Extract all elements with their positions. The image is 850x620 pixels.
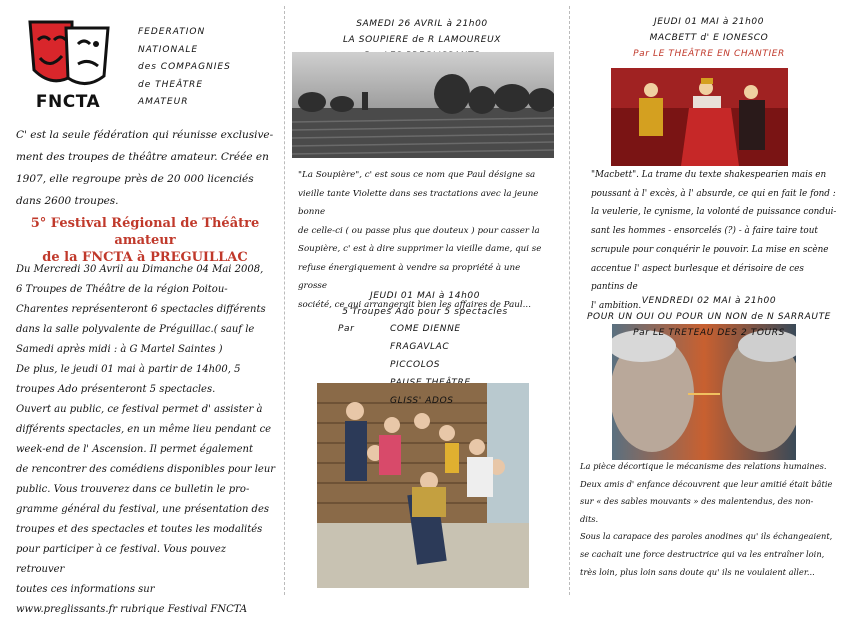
ado-troupes-photo bbox=[317, 383, 529, 588]
list-item: FRAGAVLAC bbox=[390, 342, 450, 352]
event-date: JEUDI 01 MAI à 21h00 bbox=[653, 17, 765, 27]
intro-line: 1907, elle regroupe près de 20 000 licenciés bbox=[16, 173, 254, 185]
jeudi-soir-header bbox=[584, 14, 834, 62]
synopsis-line: sant les hommes - ensorcelés (?) - à faire taire tout bbox=[591, 226, 818, 237]
federation-name bbox=[138, 24, 278, 112]
event-date: JEUDI 01 MAI à 14h00 bbox=[369, 291, 481, 301]
federation-line: de THEÂTRE bbox=[138, 79, 204, 90]
synopsis-line: "La Soupière", c' est sous ce nom que Paul désigne sa bbox=[298, 170, 536, 180]
description-line: Charentes représenteront 6 spectacles différents bbox=[16, 304, 266, 315]
synopsis-line: accentue l' aspect burlesque et dérisoire de ces pantins de bbox=[591, 263, 804, 293]
festival-description bbox=[16, 260, 276, 620]
federation-line: AMATEUR bbox=[138, 97, 189, 107]
description-line: week-end de l' Ascension. Il permet également bbox=[16, 444, 253, 455]
description-line: troupes et des spectacles et toutes les modalités bbox=[16, 524, 263, 535]
synopsis-line: "Macbett". La trame du texte shakespearien mais en bbox=[591, 170, 827, 180]
festival-title-line: de la FNCTA à PREGUILLAC bbox=[42, 250, 248, 265]
event-play: LA SOUPIERE de R LAMOUREUX bbox=[342, 35, 502, 45]
website-line: www.preglissants.fr rubrique Festival FNCTA bbox=[16, 604, 248, 615]
synopsis-line: société, ce qui arrangerait bien les affaires de Paul... bbox=[298, 299, 531, 310]
event-play: MACBETT d' E IONESCO bbox=[649, 33, 769, 43]
vendredi-synopsis bbox=[580, 458, 842, 581]
synopsis-line: se cachait une force destructrice qui va les entraîner loin, bbox=[580, 548, 825, 559]
synopsis-line: Sous la carapace des paroles anodines qu' ils échangeaient, bbox=[580, 531, 833, 542]
pour-un-oui-photo bbox=[612, 324, 796, 460]
list-item: COME DIENNE bbox=[390, 324, 461, 334]
event-date: VENDREDI 02 MAI à 21h00 bbox=[641, 296, 777, 306]
event-date: SAMEDI 26 AVRIL à 21h00 bbox=[356, 19, 488, 29]
jeudi-apres-midi-header bbox=[300, 288, 550, 320]
event-subtitle: 5 Troupes Ado pour 5 spectacles bbox=[342, 307, 508, 317]
description-line: de rencontrer des comédiens disponibles pour leur bbox=[16, 464, 276, 475]
synopsis-line: vieille tante Violette dans ses tractations avec la jeune bonne bbox=[298, 188, 539, 217]
federation-line: des COMPAGNIES bbox=[138, 62, 231, 72]
description-line: toutes ces informations sur bbox=[16, 584, 155, 595]
intro-line: dans 2600 troupes. bbox=[16, 195, 119, 207]
intro-line: C' est la seule fédération qui réunisse exclusive- bbox=[16, 129, 274, 141]
event-play: POUR UN OUI OU POUR UN NON de N SARRAUTE bbox=[587, 312, 831, 322]
festival-title bbox=[14, 215, 276, 266]
synopsis-line: sur « des sables mouvants » des malentendus, des non- bbox=[580, 496, 814, 507]
macbett-photo bbox=[611, 68, 788, 166]
list-item: GLISS' ADOS bbox=[390, 396, 454, 406]
description-line: pour participer à ce festival. Vous pouvez retrouver bbox=[16, 544, 227, 575]
description-line: gramme général du festival, une présentation des bbox=[16, 504, 270, 515]
description-line: public. Vous trouverez dans ce bulletin le pro- bbox=[16, 484, 250, 495]
theatre-masks-icon bbox=[26, 18, 112, 90]
synopsis-line: dits. bbox=[580, 513, 599, 524]
list-item: PICCOLOS bbox=[390, 360, 441, 370]
intro-paragraph bbox=[16, 124, 274, 212]
festival-title-line: 5° Festival Régional de Théâtre amateur bbox=[30, 216, 260, 248]
synopsis-line: de celle-ci ( ou passe plus que douteux ) pour casser la bbox=[298, 225, 540, 236]
event-troupe: Par LE TRETEAU DES 2 TOURS bbox=[633, 328, 785, 338]
fncta-logo bbox=[20, 18, 116, 112]
description-line: différents spectacles, en un même lieu pendant ce bbox=[16, 424, 272, 435]
synopsis-line: la veulerie, le cynisme, la volonté de puissance condui- bbox=[591, 207, 837, 218]
synopsis-line: l' ambition. bbox=[591, 300, 642, 311]
vineyard-photo bbox=[292, 52, 554, 158]
event-troupe: Par LE THEÂTRE EN CHANTIER bbox=[633, 49, 785, 59]
par-label: Par bbox=[338, 324, 355, 334]
description-line: De plus, le jeudi 01 mai à partir de 14h00, 5 bbox=[16, 364, 241, 375]
federation-line: FEDERATION bbox=[138, 27, 206, 37]
synopsis-line: La pièce décortique le mécanisme des relations humaines. bbox=[580, 461, 827, 471]
synopsis-line: très loin, plus loin sans doute qu' ils ne voulaient aller... bbox=[580, 566, 815, 577]
synopsis-line: poussant à l' excès, à l' absurde, ce qui en fait le fond : bbox=[591, 188, 836, 199]
description-line: Samedi après midi : à G Martel Saintes ) bbox=[16, 344, 223, 355]
synopsis-line: refuse énergiquement à vendre sa propriété à une grosse bbox=[298, 262, 521, 291]
description-line: 6 Troupes de Théâtre de la région Poitou- bbox=[16, 284, 228, 295]
synopsis-line: scrupule pour conquérir le pouvoir. La mise en scène bbox=[591, 244, 829, 255]
vendredi-header bbox=[578, 293, 840, 341]
panel-divider bbox=[284, 6, 285, 595]
description-line: Ouvert au public, ce festival permet d' assister à bbox=[16, 404, 263, 415]
description-line: dans la salle polyvalente de Préguillac.( sauf le bbox=[16, 324, 255, 335]
panel-divider bbox=[569, 6, 570, 595]
synopsis-line: Deux amis d' enfance découvrent que leur amitié était bâtie bbox=[580, 478, 833, 489]
federation-line: NATIONALE bbox=[138, 44, 199, 55]
intro-line: ment des troupes de théâtre amateur. Créée en bbox=[16, 151, 269, 163]
synopsis-line: Soupière, c' est à dire supprimer la vieille dame, qui se bbox=[298, 244, 542, 254]
description-line: Du Mercredi 30 Avril au Dimanche 04 Mai 2008, bbox=[16, 264, 264, 275]
description-line: troupes Ado présenteront 5 spectacles. bbox=[16, 384, 216, 395]
logo-wordmark: FNCTA bbox=[35, 92, 101, 112]
